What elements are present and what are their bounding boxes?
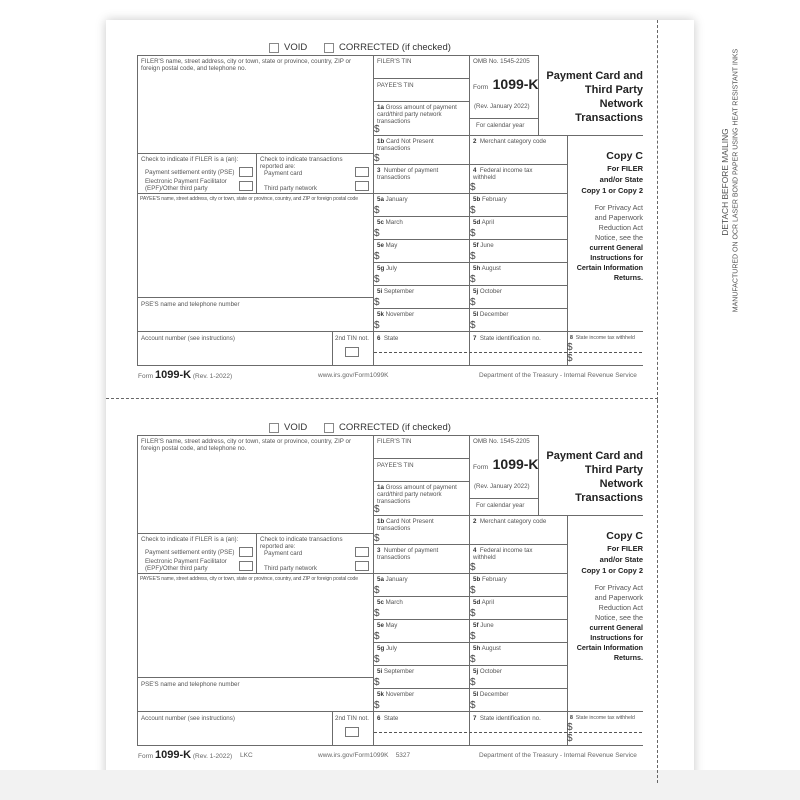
box-5f-field[interactable]	[469, 239, 568, 263]
dollar-sign: $	[567, 722, 573, 733]
dollar-sign: $	[374, 700, 380, 711]
form-id-block	[469, 55, 539, 119]
box-5c-field[interactable]	[373, 216, 470, 240]
month-label: 5d April	[473, 219, 494, 226]
payee-tin-label: PAYEE'S TIN	[377, 82, 414, 89]
dollar-sign: $	[470, 631, 476, 642]
form-number-block	[473, 76, 539, 94]
month-label: 5e May	[377, 622, 398, 629]
box-5h-field[interactable]	[469, 262, 568, 286]
transaction-type-label: Check to indicate transactions reported are:	[260, 156, 343, 170]
pse-name-label: PSE'S name and telephone number	[141, 681, 240, 688]
footer-department: Department of the Treasury - Internal Revenue Service	[479, 372, 637, 379]
pse-label: Payment settlement entity (PSE)	[145, 549, 235, 556]
dollar-sign: $	[374, 533, 380, 544]
form-word: Form	[473, 464, 489, 471]
box-2-label: 2 Merchant category code	[473, 138, 547, 145]
notice-line: Returns.	[613, 653, 643, 662]
void-checkbox[interactable]	[269, 43, 279, 53]
copy-c-label: Copy C	[606, 530, 643, 542]
box-6-field[interactable]	[373, 331, 470, 366]
omb-number: OMB No. 1545-2205	[473, 58, 530, 65]
second-tin-checkbox[interactable]	[345, 347, 359, 357]
month-label: 5j October	[473, 288, 502, 295]
void-label: VOID	[284, 422, 308, 433]
payment-card-label: Payment card	[264, 550, 303, 557]
box-8-label: 8 State income tax withheld	[570, 335, 635, 341]
month-label: 5h August	[473, 265, 501, 272]
copy-sub-line: and/or State	[599, 555, 643, 564]
box-4-label: 4 Federal income tax withheld	[473, 547, 533, 561]
dollar-sign: $	[374, 677, 380, 688]
copy-c-subtitle	[568, 543, 643, 576]
payment-card-label: Payment card	[264, 170, 303, 177]
filer-info-label: FILER'S name, street address, city or town, state or province, country, ZIP or foreign postal code, and telephone no.	[141, 58, 352, 72]
box-5i-field[interactable]	[373, 665, 470, 689]
filer-tin-label: FILER'S TIN	[377, 438, 412, 445]
payee-tin-field[interactable]	[373, 458, 470, 482]
calendar-year-field[interactable]	[469, 498, 539, 516]
month-label: 5g July	[377, 265, 397, 272]
revision-date: (Rev. January 2022)	[474, 483, 530, 490]
title-line: Third Party	[584, 84, 643, 96]
month-label: 5i September	[377, 668, 415, 675]
dollar-sign: $	[470, 205, 476, 216]
notice-line: Notice, see the	[595, 613, 643, 622]
footer-form-number: 1099-K	[154, 749, 192, 761]
dollar-sign: $	[374, 228, 380, 239]
void-checkbox[interactable]	[269, 423, 279, 433]
dollar-sign: $	[470, 251, 476, 262]
payee-info-label: PAYEE'S name, street address, city or town, state or province, country, and ZIP or foreign postal code	[140, 196, 358, 202]
footer-revision: (Rev. 1-2022)	[192, 753, 233, 760]
box-5j-field[interactable]	[469, 285, 568, 309]
dollar-sign: $	[470, 274, 476, 285]
footer-revision: (Rev. 1-2022)	[192, 373, 233, 380]
corrected-checkbox[interactable]	[324, 423, 334, 433]
dollar-sign: $	[470, 585, 476, 596]
footer-code: 5327	[395, 752, 411, 759]
notice-line: Reduction Act	[598, 603, 643, 612]
box-3-field[interactable]	[373, 544, 470, 574]
box-8-field[interactable]	[567, 331, 643, 366]
omb-number: OMB No. 1545-2205	[473, 438, 530, 445]
month-label: 5b February	[473, 196, 507, 203]
third-party-label: Third party network	[264, 565, 317, 572]
footer-form-number: 1099-K	[154, 369, 192, 381]
dollar-sign: $	[470, 320, 476, 331]
copy-sub-line: Copy 1 or Copy 2	[581, 186, 643, 195]
dollar-sign: $	[374, 274, 380, 285]
state-divider-line	[374, 732, 642, 733]
form-number-block	[473, 456, 539, 474]
notice-line: For Privacy Act	[594, 583, 643, 592]
footer-url-text: www.irs.gov/Form1099K	[318, 372, 389, 379]
dollar-sign: $	[567, 733, 573, 744]
title-line: Transactions	[575, 492, 643, 504]
state-divider-line	[374, 352, 642, 353]
form-title	[540, 449, 643, 505]
month-label: 5f June	[473, 622, 494, 629]
box-2-field[interactable]	[469, 515, 568, 545]
box-2-field[interactable]	[469, 135, 568, 165]
corrected-label: CORRECTED (if checked)	[339, 42, 451, 53]
month-label: 5k November	[377, 311, 415, 318]
copy-sub-line: and/or State	[599, 175, 643, 184]
box-7-label: 7 State identification no.	[473, 335, 541, 342]
third-party-checkbox[interactable]	[355, 181, 369, 191]
calendar-year-label: For calendar year	[476, 122, 525, 129]
dollar-sign: $	[470, 700, 476, 711]
account-number-field[interactable]	[137, 331, 333, 366]
form-number: 1099-K	[492, 76, 539, 92]
box-5g-field[interactable]	[373, 262, 470, 286]
dollar-sign: $	[470, 297, 476, 308]
box-5d-field[interactable]	[469, 216, 568, 240]
month-label: 5f June	[473, 242, 494, 249]
box-5a-field[interactable]	[373, 573, 470, 597]
pse-checkbox[interactable]	[239, 547, 253, 557]
filer-info-field[interactable]	[137, 435, 374, 534]
payment-card-checkbox[interactable]	[355, 167, 369, 177]
box-3-label: 3 Number of payment transactions	[377, 167, 439, 181]
pse-checkbox[interactable]	[239, 167, 253, 177]
payee-info-field[interactable]	[137, 193, 374, 298]
transaction-type-label: Check to indicate transactions reported are:	[260, 536, 343, 550]
payee-info-label: PAYEE'S name, street address, city or town, state or province, country, and ZIP or foreign postal code	[140, 576, 358, 582]
dollar-sign: $	[374, 320, 380, 331]
month-label: 5j October	[473, 668, 502, 675]
box-7-field[interactable]	[469, 711, 568, 746]
revision-date: (Rev. January 2022)	[474, 103, 530, 110]
footer-form-word: Form	[138, 753, 154, 760]
box-1b-label: 1b Card Not Present transactions	[377, 138, 434, 152]
month-label: 5a January	[377, 576, 408, 583]
dollar-sign: $	[470, 562, 476, 573]
month-label: 5h August	[473, 645, 501, 652]
title-line: Network	[599, 98, 643, 110]
calendar-year-field[interactable]	[469, 118, 539, 136]
box-1a-label: 1a Gross amount of payment card/third party network transactions	[377, 484, 457, 505]
epf-checkbox[interactable]	[239, 181, 253, 191]
filer-type-section	[137, 533, 257, 574]
dollar-sign: $	[374, 631, 380, 642]
box-6-label: 6 State	[377, 715, 399, 722]
box-5b-field[interactable]	[469, 573, 568, 597]
payee-tin-field[interactable]	[373, 78, 470, 102]
dollar-sign: $	[470, 182, 476, 193]
void-label: VOID	[284, 42, 308, 53]
box-5i-field[interactable]	[373, 285, 470, 309]
box-5j-field[interactable]	[469, 665, 568, 689]
dollar-sign: $	[374, 205, 380, 216]
dollar-sign: $	[470, 608, 476, 619]
filer-type-label: Check to indicate if FILER is a (an):	[141, 536, 239, 543]
footer-department: Department of the Treasury - Internal Revenue Service	[479, 752, 637, 759]
second-tin-section	[332, 711, 374, 746]
manufacture-notice: MANUFACTURED ON OCR LASER BOND PAPER USING HEAT RESISTANT INKS	[732, 48, 740, 313]
filer-type-section	[137, 153, 257, 194]
dollar-sign: $	[374, 124, 380, 135]
second-tin-checkbox[interactable]	[345, 727, 359, 737]
month-label: 5i September	[377, 288, 415, 295]
filer-info-field[interactable]	[137, 55, 374, 154]
title-line: Network	[599, 478, 643, 490]
payment-card-checkbox[interactable]	[355, 547, 369, 557]
month-label: 5c March	[377, 219, 403, 226]
box-5l-field[interactable]	[469, 308, 568, 332]
dollar-sign: $	[374, 251, 380, 262]
box-5k-field[interactable]	[373, 308, 470, 332]
footer-form-word: Form	[138, 373, 154, 380]
dollar-sign: $	[374, 585, 380, 596]
payee-tin-label: PAYEE'S TIN	[377, 462, 414, 469]
copy-sub-line: For FILER	[607, 164, 643, 173]
box-1b-field[interactable]	[373, 135, 470, 165]
month-label: 5l December	[473, 311, 509, 318]
month-label: 5e May	[377, 242, 398, 249]
account-number-label: Account number (see instructions)	[141, 335, 235, 342]
box-5h-field[interactable]	[469, 642, 568, 666]
notice-line: Instructions for	[590, 633, 643, 642]
box-1a-label: 1a Gross amount of payment card/third party network transactions	[377, 104, 457, 125]
payee-info-field[interactable]	[137, 573, 374, 678]
filer-info-label: FILER'S name, street address, city or town, state or province, country, ZIP or foreign postal code, and telephone no.	[141, 438, 352, 452]
box-3-label: 3 Number of payment transactions	[377, 547, 439, 561]
background-band	[0, 770, 800, 800]
filer-tin-field[interactable]	[373, 435, 470, 459]
third-party-checkbox[interactable]	[355, 561, 369, 571]
form-1099k-copy-c	[0, 0, 800, 381]
notice-line: and Paperwork	[594, 213, 643, 222]
box-5k-field[interactable]	[373, 688, 470, 712]
form-1099k-copy-c	[0, 380, 800, 761]
filer-tin-field[interactable]	[373, 55, 470, 79]
copy-c-subtitle	[568, 163, 643, 196]
box-1a-field[interactable]	[373, 481, 470, 516]
copy-sub-line: For FILER	[607, 544, 643, 553]
pse-name-label: PSE'S name and telephone number	[141, 301, 240, 308]
second-tin-label: 2nd TIN not.	[335, 715, 369, 722]
title-line: Payment Card and	[546, 70, 643, 82]
filer-tin-label: FILER'S TIN	[377, 58, 412, 65]
corrected-label: CORRECTED (if checked)	[339, 422, 451, 433]
box-5f-field[interactable]	[469, 619, 568, 643]
pse-name-field[interactable]	[137, 297, 374, 332]
month-label: 5a January	[377, 196, 408, 203]
box-3-field[interactable]	[373, 164, 470, 194]
box-5b-field[interactable]	[469, 193, 568, 217]
third-party-label: Third party network	[264, 185, 317, 192]
month-label: 5b February	[473, 576, 507, 583]
box-7-label: 7 State identification no.	[473, 715, 541, 722]
notice-line: Reduction Act	[598, 223, 643, 232]
dollar-sign: $	[470, 677, 476, 688]
dollar-sign: $	[374, 654, 380, 665]
copy-c-label: Copy C	[606, 150, 643, 162]
notice-line: Instructions for	[590, 253, 643, 262]
box-4-label: 4 Federal income tax withheld	[473, 167, 533, 181]
box-5a-field[interactable]	[373, 193, 470, 217]
notice-line: current General	[589, 243, 643, 252]
month-label: 5c March	[377, 599, 403, 606]
dollar-sign: $	[567, 353, 573, 364]
dollar-sign: $	[374, 504, 380, 515]
dollar-sign: $	[374, 608, 380, 619]
dollar-sign: $	[470, 654, 476, 665]
detach-notice: DETACH BEFORE MAILING	[720, 128, 730, 236]
box-5c-field[interactable]	[373, 596, 470, 620]
form-id-block	[469, 435, 539, 499]
form-footer-id	[138, 749, 232, 761]
privacy-act-notice	[560, 583, 643, 663]
corrected-checkbox[interactable]	[324, 43, 334, 53]
filer-type-label: Check to indicate if FILER is a (an):	[141, 156, 239, 163]
form-title	[540, 69, 643, 125]
notice-line: Certain Information	[576, 263, 643, 272]
footer-url-text: www.irs.gov/Form1099K	[318, 752, 389, 759]
account-number-field[interactable]	[137, 711, 333, 746]
month-label: 5l December	[473, 691, 509, 698]
month-label: 5k November	[377, 691, 415, 698]
title-line: Transactions	[575, 112, 643, 124]
epf-label: Electronic Payment Facilitator (EPF)/Other third party	[145, 178, 227, 192]
box-1b-field[interactable]	[373, 515, 470, 545]
footer-url[interactable]	[318, 372, 396, 379]
calendar-year-label: For calendar year	[476, 502, 525, 509]
dollar-sign: $	[374, 153, 380, 164]
second-tin-label: 2nd TIN not.	[335, 335, 369, 342]
box-1a-field[interactable]	[373, 101, 470, 136]
box-4-field[interactable]	[469, 544, 568, 574]
box-6-label: 6 State	[377, 335, 399, 342]
epf-label: Electronic Payment Facilitator (EPF)/Other third party	[145, 558, 227, 572]
title-line: Payment Card and	[546, 450, 643, 462]
box-8-label: 8 State income tax withheld	[570, 715, 635, 721]
dollar-sign: $	[374, 297, 380, 308]
notice-line: For Privacy Act	[594, 203, 643, 212]
box-1b-label: 1b Card Not Present transactions	[377, 518, 434, 532]
box-6-field[interactable]	[373, 711, 470, 746]
box-5g-field[interactable]	[373, 642, 470, 666]
box-5l-field[interactable]	[469, 688, 568, 712]
notice-line: current General	[589, 623, 643, 632]
dollar-sign: $	[567, 342, 573, 353]
dollar-sign: $	[470, 228, 476, 239]
notice-line: and Paperwork	[594, 593, 643, 602]
box-2-label: 2 Merchant category code	[473, 518, 547, 525]
box-7-field[interactable]	[469, 331, 568, 366]
copy-sub-line: Copy 1 or Copy 2	[581, 566, 643, 575]
notice-line: Returns.	[613, 273, 643, 282]
transaction-type-section	[256, 533, 374, 574]
footer-url[interactable]	[318, 752, 410, 759]
form-number: 1099-K	[492, 456, 539, 472]
pse-label: Payment settlement entity (PSE)	[145, 169, 235, 176]
form-word: Form	[473, 84, 489, 91]
box-5d-field[interactable]	[469, 596, 568, 620]
transaction-type-section	[256, 153, 374, 194]
account-number-label: Account number (see instructions)	[141, 715, 235, 722]
footer-lkc: LKC	[240, 752, 253, 759]
pse-name-field[interactable]	[137, 677, 374, 712]
box-8-field[interactable]	[567, 711, 643, 746]
epf-checkbox[interactable]	[239, 561, 253, 571]
title-line: Third Party	[584, 464, 643, 476]
month-label: 5g July	[377, 645, 397, 652]
box-4-field[interactable]	[469, 164, 568, 194]
box-5e-field[interactable]	[373, 239, 470, 263]
box-5e-field[interactable]	[373, 619, 470, 643]
privacy-act-notice	[560, 203, 643, 283]
notice-line: Certain Information	[576, 643, 643, 652]
month-label: 5d April	[473, 599, 494, 606]
second-tin-section	[332, 331, 374, 366]
notice-line: Notice, see the	[595, 233, 643, 242]
